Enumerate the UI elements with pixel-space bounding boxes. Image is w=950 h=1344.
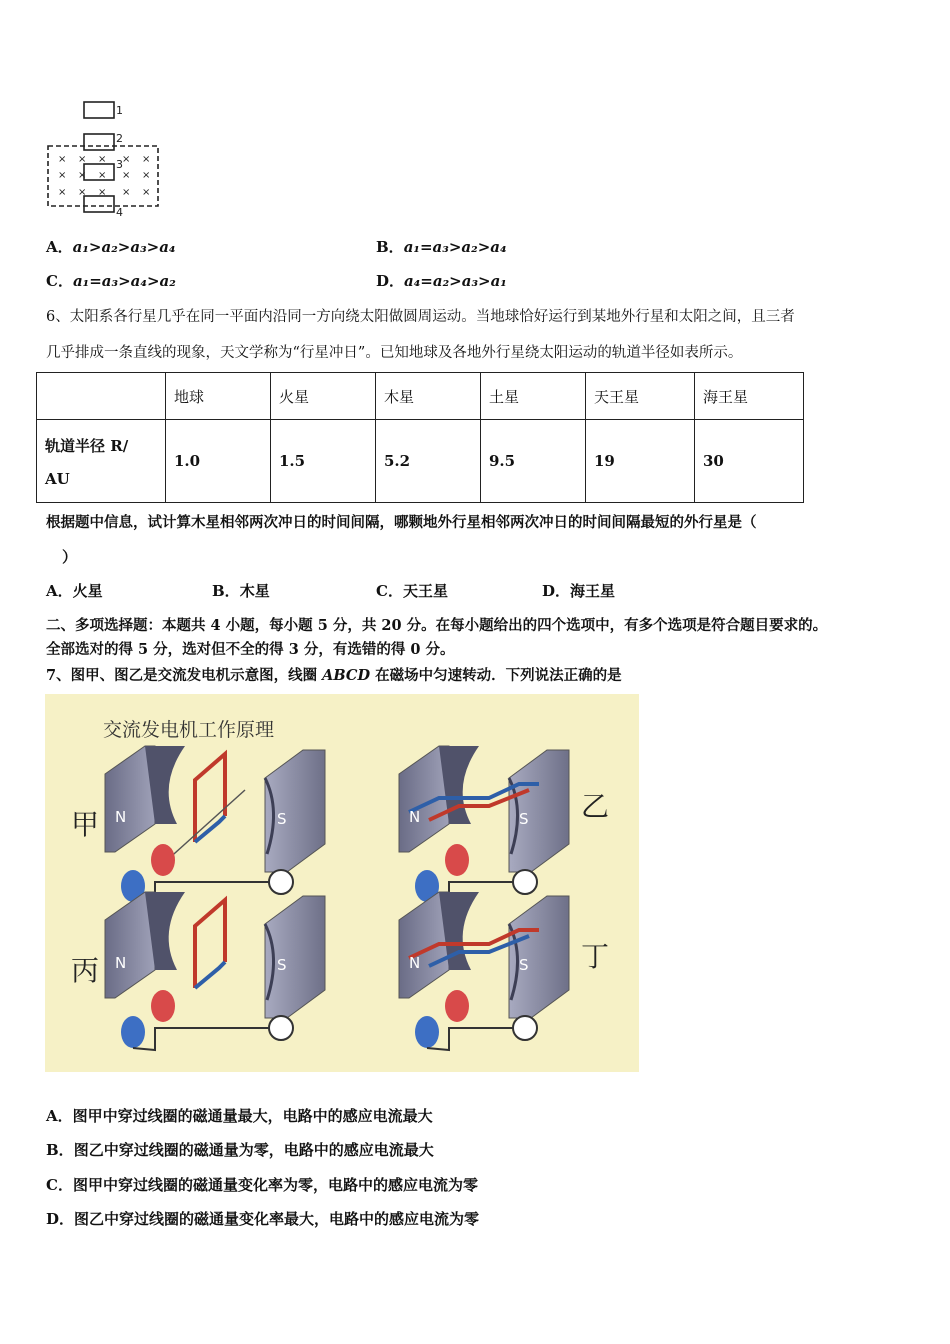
svg-text:×: × <box>142 187 151 198</box>
orbit-radius-table <box>36 372 804 503</box>
q6-stem-line2: 几乎排成一条直线的现象，天文学称为“行星冲日”。已知地球及各地外行星绕太阳运动的轨道半径如表所示。 <box>46 345 743 361</box>
table-cell: 1.5 <box>271 420 376 503</box>
table-header-cell <box>37 373 166 420</box>
loop-label-1: 1 <box>116 104 123 117</box>
table-header-cell: 土星 <box>481 373 586 420</box>
pole-n-bing: N <box>115 954 127 972</box>
q6-option-b[interactable] <box>212 580 270 601</box>
option-letter: B． <box>212 582 240 600</box>
svg-text:×: × <box>58 154 67 165</box>
option-letter: A． <box>46 238 73 256</box>
option-text: a₁=a₃>a₄>a₂ <box>72 272 176 290</box>
q7-stem-suffix: 在磁场中匀速转动．下列说法正确的是 <box>375 667 622 684</box>
pole-s-bing: S <box>277 956 287 974</box>
pole-n-yi: N <box>409 808 421 826</box>
option-letter: C． <box>376 582 403 600</box>
table-cell: 1.0 <box>166 420 271 503</box>
table-row <box>37 420 804 503</box>
q6-question-line2: ） <box>62 548 78 566</box>
pole-s-yi: S <box>519 810 529 828</box>
option-letter: B． <box>46 1141 74 1159</box>
loop-label-2: 2 <box>116 132 123 145</box>
table-header-cell: 木星 <box>376 373 481 420</box>
q5-option-a[interactable] <box>46 236 176 257</box>
option-text: a₁>a₂>a₃>a₄ <box>72 238 176 256</box>
loop-label-4: 4 <box>116 206 123 219</box>
option-letter: D． <box>542 582 571 600</box>
svg-text:×: × <box>122 154 131 165</box>
option-letter: A． <box>46 582 73 600</box>
q7-option-a[interactable] <box>46 1105 433 1126</box>
table-cell: 19 <box>586 420 695 503</box>
q6-stem-line1: 6、太阳系各行星几乎在同一平面内沿同一方向绕太阳做圆周运动。当地球恰好运行到某地外行星和太阳之间，且三者 <box>46 309 795 325</box>
svg-text:×: × <box>122 170 131 181</box>
option-letter: B． <box>376 238 404 256</box>
svg-text:×: × <box>78 170 87 181</box>
q5-option-c[interactable] <box>46 270 176 291</box>
option-text: 木星 <box>239 582 270 600</box>
svg-text:×: × <box>142 170 151 181</box>
option-text: 图乙中穿过线圈的磁通量变化率最大，电路中的感应电流为零 <box>74 1210 480 1228</box>
q7-stem <box>46 664 622 685</box>
svg-text:×: × <box>122 187 131 198</box>
option-letter: C． <box>46 1176 73 1194</box>
option-letter: C． <box>46 272 73 290</box>
option-text: a₄=a₂>a₃>a₁ <box>404 272 507 290</box>
section2-line1: 二、多项选择题：本题共 4 小题，每小题 5 分，共 20 分。在每小题给出的四个选项中，有多个选项是符合题目要求的。 <box>46 617 828 634</box>
table-cell: 5.2 <box>376 420 481 503</box>
q7-stem-prefix: 7、图甲、图乙是交流发电机示意图，线圈 <box>46 667 318 684</box>
option-letter: D． <box>46 1210 75 1228</box>
table-header-cell: 天王星 <box>586 373 695 420</box>
row-label-line2: AU <box>45 469 70 488</box>
pole-s-jia: S <box>277 810 287 828</box>
q7-option-c[interactable] <box>46 1174 478 1195</box>
table-cell: 30 <box>695 420 804 503</box>
pole-n-jia: N <box>115 808 127 826</box>
table-header-cell: 海王星 <box>695 373 804 420</box>
loop-2 <box>84 134 114 150</box>
q7-stem-coil: ABCD <box>322 667 371 684</box>
table-cell: 9.5 <box>481 420 586 503</box>
panel-label-ding: 丁 <box>581 940 610 973</box>
figure-title: 交流发电机工作原理 <box>103 719 275 741</box>
table-header-cell: 地球 <box>166 373 271 420</box>
pole-n-ding: N <box>409 954 421 972</box>
option-text: 图甲中穿过线圈的磁通量最大，电路中的感应电流最大 <box>72 1107 433 1125</box>
table-header-cell: 火星 <box>271 373 376 420</box>
loop-1 <box>84 102 114 118</box>
q5-option-d[interactable] <box>376 270 507 291</box>
panel-label-jia: 甲 <box>71 808 100 841</box>
option-text: 海王星 <box>570 582 616 600</box>
q7-option-d[interactable] <box>46 1208 479 1229</box>
loop-label-3: 3 <box>116 158 123 171</box>
svg-text:×: × <box>98 187 107 198</box>
q5-magnetic-field-diagram <box>44 98 164 220</box>
loop-4 <box>84 196 114 212</box>
table-header-row <box>37 373 804 420</box>
section2-line2: 全部选对的得 5 分，选对但不全的得 3 分，有选错的得 0 分。 <box>46 641 455 658</box>
row-label-line1: 轨道半径 R/ <box>45 436 129 455</box>
svg-text:×: × <box>142 154 151 165</box>
panel-label-bing: 丙 <box>71 954 100 987</box>
svg-text:×: × <box>58 187 67 198</box>
svg-text:×: × <box>58 170 67 181</box>
svg-text:×: × <box>78 187 87 198</box>
q6-option-c[interactable] <box>376 580 448 601</box>
q5-option-b[interactable] <box>376 236 507 257</box>
field-crosses <box>58 154 150 198</box>
option-letter: D． <box>376 272 405 290</box>
q6-question-line1: 根据题中信息，试计算木星相邻两次冲日的时间间隔，哪颗地外行星相邻两次冲日的时间间隔最短的外行星是（ <box>46 514 757 531</box>
option-text: a₁=a₃>a₂>a₄ <box>403 238 507 256</box>
q7-option-b[interactable] <box>46 1139 434 1160</box>
q6-option-d[interactable] <box>542 580 615 601</box>
option-text: 图甲中穿过线圈的磁通量变化率为零，电路中的感应电流为零 <box>72 1176 478 1194</box>
option-letter: A． <box>46 1107 73 1125</box>
panel-label-yi: 乙 <box>581 790 610 823</box>
q6-option-a[interactable] <box>46 580 103 601</box>
svg-text:×: × <box>98 154 107 165</box>
pole-s-ding: S <box>519 956 529 974</box>
row-label-cell <box>37 420 166 503</box>
option-text: 天王星 <box>402 582 448 600</box>
option-text: 火星 <box>72 582 103 600</box>
svg-text:×: × <box>98 170 107 181</box>
generator-figure <box>45 694 639 1072</box>
option-text: 图乙中穿过线圈的磁通量为零，电路中的感应电流最大 <box>73 1141 434 1159</box>
svg-text:×: × <box>78 154 87 165</box>
